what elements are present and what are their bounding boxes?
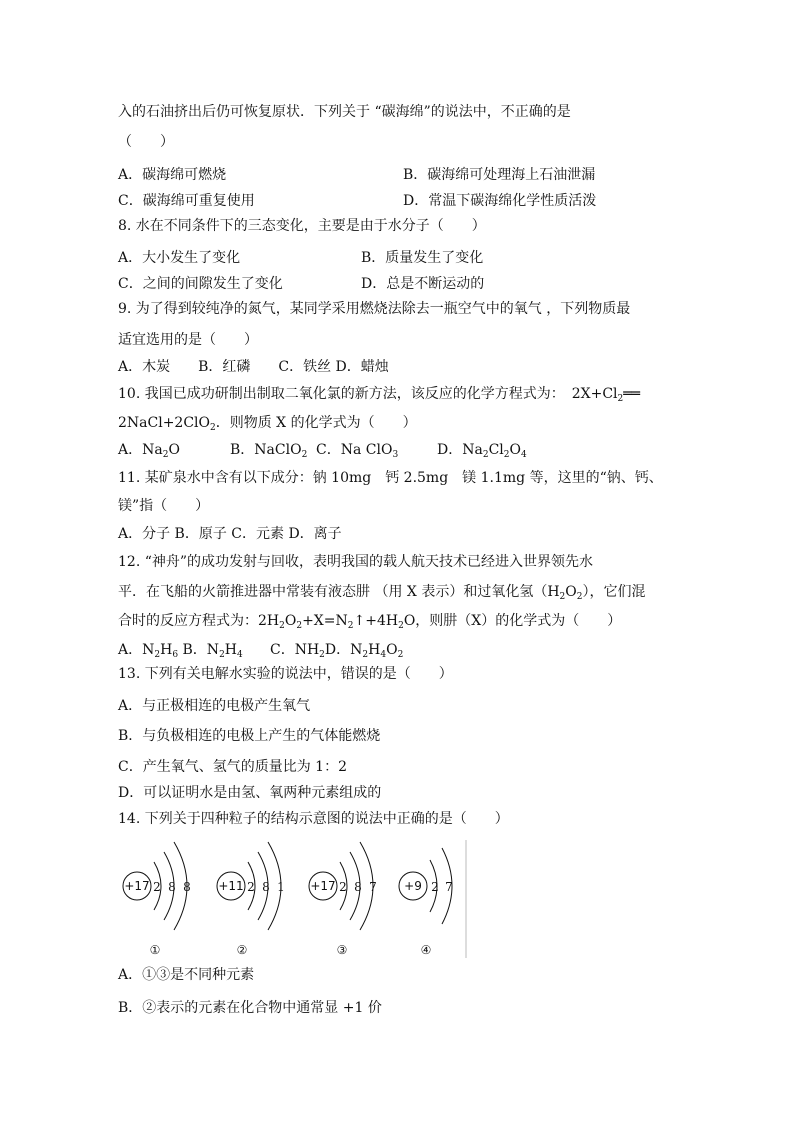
q8-option-d: D．总是不断运动的 [361, 276, 485, 292]
q8-option-a: A．大小发生了变化 [118, 250, 241, 266]
atom-structure-diagrams [110, 838, 470, 960]
q10-option-c: C．Na ClO$_3$ [316, 442, 399, 460]
q13-option-a: A．与正极相连的电极产生氧气 [118, 698, 311, 714]
electron-count: 2 [153, 880, 161, 894]
atom-diagram-4 [399, 840, 466, 958]
q11-stem-line2: 镁”指（ ） [118, 498, 210, 514]
atom-label: ③ [336, 943, 348, 957]
atom-diagram-1 [123, 842, 191, 957]
q12-stem-line1: 12. “神舟”的成功发射与回收，表明我国的载人航天技术已经进入世界领先水 [118, 554, 594, 570]
q9-stem-line2: 适宜选用的是（ ） [118, 332, 258, 348]
q8-option-c: C．之间的间隙发生了变化 [118, 276, 283, 292]
atom-label: ② [236, 943, 248, 957]
q7-option-d: D．常温下碳海绵化学性质活泼 [403, 193, 597, 209]
q13-option-b: B．与负极相连的电极上产生的气体能燃烧 [118, 728, 381, 744]
q9-options: A．木炭 B．红磷 C．铁丝 D．蜡烛 [118, 359, 389, 375]
q13-option-d: D．可以证明水是由氢、氧两种元素组成的 [118, 785, 382, 801]
nucleus-charge: +11 [218, 879, 244, 893]
q13-option-c: C．产生氧气、氢气的质量比为 1：2 [118, 759, 347, 775]
electron-count: 2 [431, 880, 439, 894]
atom-label: ① [149, 943, 161, 957]
q12-stem-line3: 合时的反应方程式为：$2H_2O_2+X=N_2↑+4H_2O$，则肼（X）的化学式为（ ） [118, 613, 622, 631]
q9-stem-line1: 9. 为了得到较纯净的氮气，某同学采用燃烧法除去一瓶空气中的氧气 ，下列物质最 [118, 301, 631, 317]
q7-stem-line1: 入的石油挤出后仍可恢复原状．下列关于 “碳海绵”的说法中，不正确的是 [118, 104, 571, 120]
electron-count: 2 [339, 880, 347, 894]
nucleus-charge: +9 [404, 879, 422, 893]
q7-stem-line2: （ ） [118, 134, 174, 150]
electron-count: 8 [354, 880, 362, 894]
q8-stem: 8. 水在不同条件下的三态变化，主要是由于水分子（ ） [118, 218, 486, 234]
q10-stem-line1: 10. 我国已成功研制出制取二氧化氯的新方法，该反应的化学方程式为： $2X+Cl_2══$ [118, 386, 641, 404]
q11-options: A．分子 B．原子 C．元素 D．离子 [118, 526, 342, 542]
q13-stem: 13. 下列有关电解水实验的说法中，错误的是（ ） [118, 666, 453, 682]
electron-count: 7 [445, 880, 453, 894]
electron-count: 8 [183, 880, 191, 894]
q7-option-a: A．碳海绵可燃烧 [118, 167, 227, 183]
electron-count: 8 [168, 880, 176, 894]
q10-option-a: A．$Na_2O$ [118, 442, 180, 460]
q14-stem: 14. 下列关于四种粒子的结构示意图的说法中正确的是（ ） [118, 811, 509, 827]
q8-option-b: B．质量发生了变化 [361, 250, 484, 266]
q10-option-b: B．NaClO$_2$ [230, 442, 308, 460]
q11-stem-line1: 11. 某矿泉水中含有以下成分：钠 10mg 钙 2.5mg 镁 1.1mg 等，这里的“钠、钙、 [118, 470, 663, 486]
nucleus-charge: +17 [310, 879, 336, 893]
q7-option-b: B．碳海绵可处理海上石油泄漏 [403, 167, 596, 183]
electron-count: 1 [277, 880, 285, 894]
electron-count: 8 [262, 880, 270, 894]
nucleus-charge: +17 [124, 879, 150, 893]
q12-option-c-d: C．$NH_2D$．$N_2H_4O_2$ [270, 642, 404, 660]
electron-count: 7 [369, 880, 377, 894]
q10-option-d: D．$Na_2Cl_2O_4$ [437, 442, 527, 460]
atom-diagram-3 [309, 842, 377, 957]
electron-count: 2 [247, 880, 255, 894]
q12-option-a-b: A．$N_2H_6$ B．$N_2H_4$ [118, 642, 243, 660]
atom-diagram-2 [217, 842, 285, 957]
q14-option-b: B．②表示的元素在化合物中通常显 +1 价 [118, 1000, 382, 1016]
q12-stem-line2: 平．在飞船的火箭推进器中常装有液态肼 （用 X 表示）和过氧化氢$(H_2O_2)$，它们混 [118, 584, 646, 602]
q14-option-a: A．①③是不同种元素 [118, 967, 255, 983]
atom-label: ④ [420, 943, 432, 957]
q7-option-c: C．碳海绵可重复使用 [118, 193, 255, 209]
q10-stem-line2: 2NaCl+2ClO$_2$．则物质 X 的化学式为（ ） [118, 415, 417, 433]
